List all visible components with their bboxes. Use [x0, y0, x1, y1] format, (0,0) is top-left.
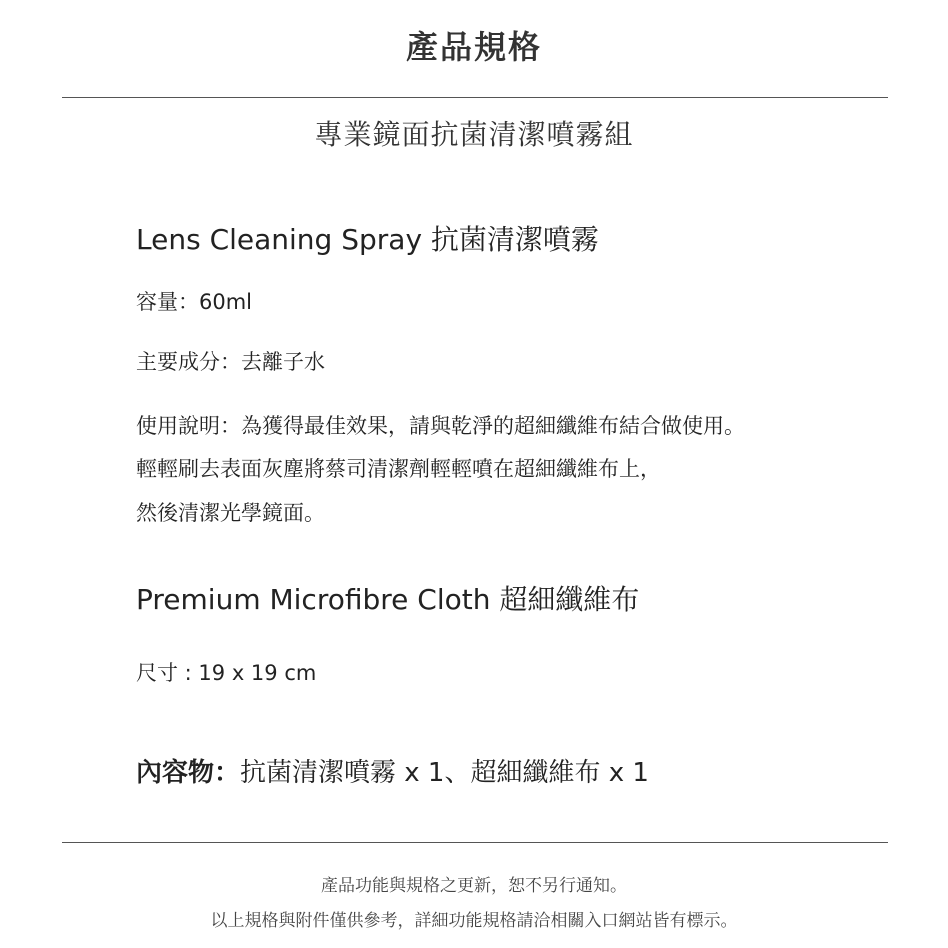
footer-note-1: 產品功能與規格之更新，恕不另行通知。: [321, 876, 627, 896]
set-name: 專業鏡面抗菌清潔噴霧組: [314, 118, 634, 151]
usage-line-3: 然後清潔光學鏡面。: [136, 501, 325, 525]
usage-line-1: 使用說明：為獲得最佳效果，請與乾淨的超細纖維布結合做使用。: [136, 414, 745, 438]
package-contents: [136, 752, 649, 789]
spray-capacity: 容量：60ml: [136, 290, 253, 314]
cloth-heading: Premium Microfibre Cloth 超細纖維布: [136, 583, 640, 616]
footer-note-2: 以上規格與附件僅供參考，詳細功能規格請洽相關入口網站皆有標示。: [210, 911, 738, 931]
contents-label: 內容物：: [136, 758, 241, 788]
contents-value: 抗菌清潔噴霧 x 1、超細纖維布 x 1: [240, 758, 649, 788]
cloth-size: 尺寸 : 19 x 19 cm: [136, 661, 317, 685]
usage-line-2: 輕輕刷去表面灰塵將蔡司清潔劑輕輕噴在超細纖維布上，: [136, 457, 661, 481]
bottom-divider: [62, 842, 888, 843]
spray-ingredients: 主要成分：去離子水: [136, 350, 325, 374]
spray-heading: Lens Cleaning Spray 抗菌清潔噴霧: [136, 223, 599, 256]
top-divider: [62, 97, 888, 98]
page-title: 產品規格: [405, 28, 542, 66]
